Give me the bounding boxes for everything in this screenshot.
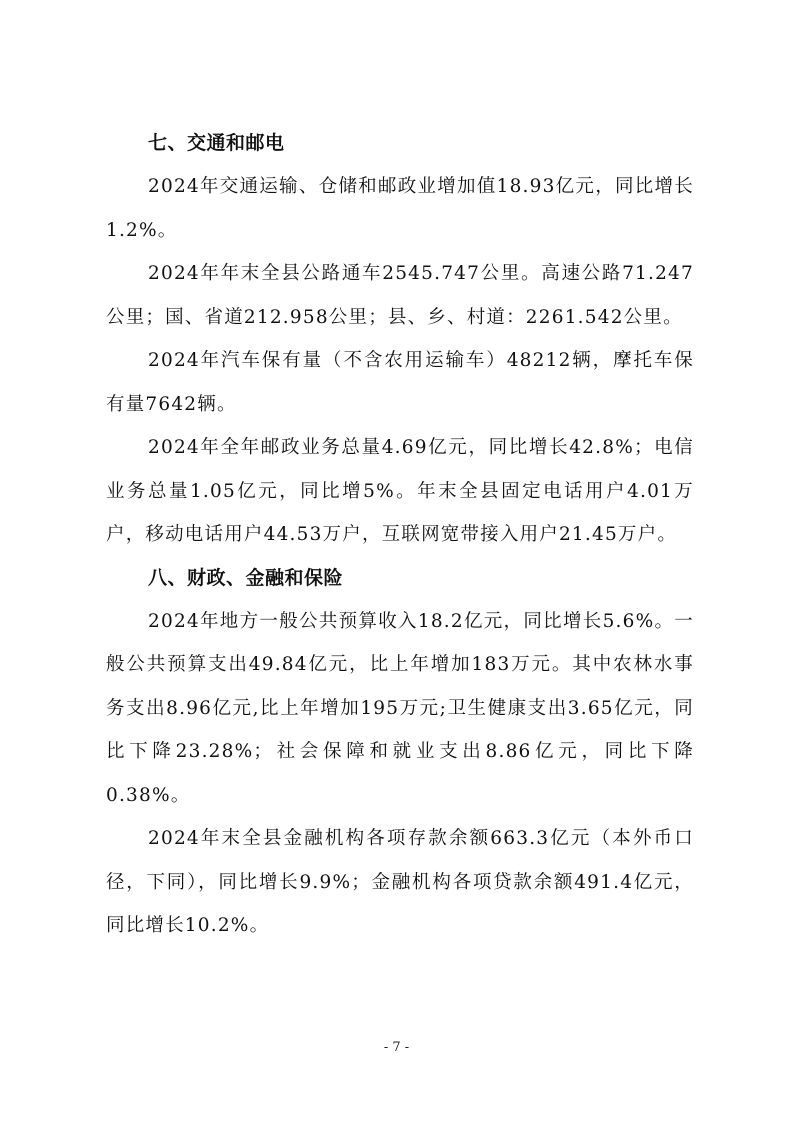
paragraph-postal-telecom: 2024年全年邮政业务总量4.69亿元，同比增长42.8%；电信业务总量1.05亿元，同比增5%。年末全县固定电话用户4.01万户，移动电话用户44.53万户，互联网宽带接入用户21.45万户。 bbox=[106, 437, 694, 545]
page-number: - 7 - bbox=[383, 1040, 410, 1055]
paragraph-public-budget: 2024年地方一般公共预算收入18.2亿元，同比增长5.6%。一般公共预算支出49.84亿元，比上年增加183万元。其中农林水事务支出8.96亿元,比上年增加195万元;卫生健康支出3.65亿元，同比下降23.28%；社会保障和就业支出8.86亿元，同比下降0.38%。 bbox=[106, 610, 694, 806]
paragraph-transport-value-added: 2024年交通运输、仓储和邮政业增加值18.93亿元，同比增长1.2%。 bbox=[106, 176, 694, 241]
paragraph-road-mileage: 2024年年末全县公路通车2545.747公里。高速公路71.247公里；国、省道212.958公里；县、乡、村道：2261.542公里。 bbox=[106, 263, 694, 328]
paragraph-deposits-loans: 2024年末全县金融机构各项存款余额663.3亿元（本外币口径，下同），同比增长9.9%；金融机构各项贷款余额491.4亿元，同比增长10.2%。 bbox=[106, 828, 694, 936]
paragraph-vehicle-ownership: 2024年汽车保有量（不含农用运输车）48212辆，摩托车保有量7642辆。 bbox=[106, 350, 694, 415]
section-heading-finance: 八、财政、金融和保险 bbox=[148, 566, 344, 589]
section-heading-transport: 七、交通和邮电 bbox=[148, 132, 285, 154]
document-body bbox=[106, 122, 694, 948]
